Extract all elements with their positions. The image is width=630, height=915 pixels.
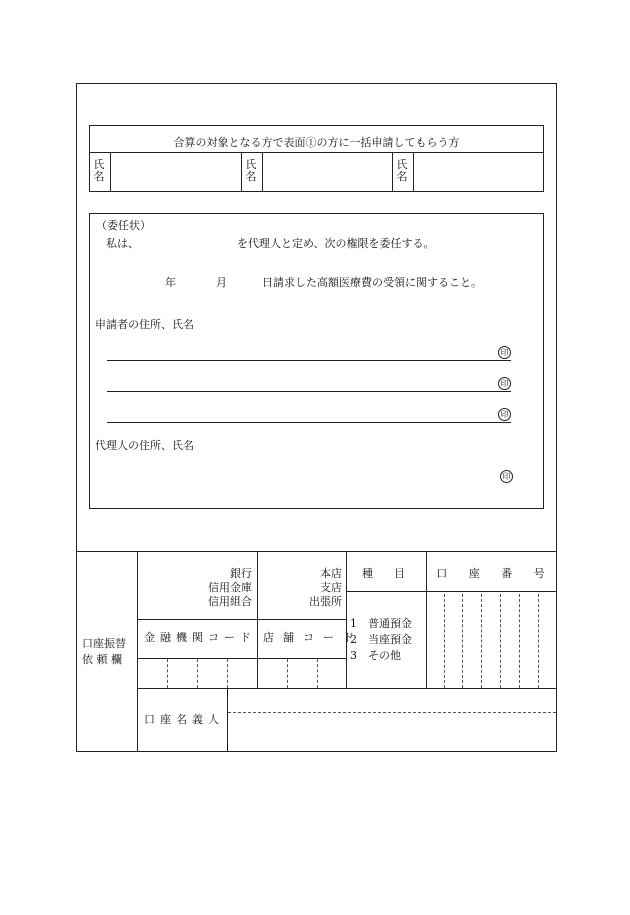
seal-icon: 印 [498,346,511,359]
proxy-line2-suffix: 日請求した高額医療費の受領に関すること。 [262,276,482,289]
branch-code-label: 店舗コード [263,631,363,644]
proxy-line1-prefix: 私は、 [106,237,139,250]
account-holder-label: 口座名義人 [144,713,224,726]
bank-type-credit-union: 信用組合 [208,595,252,608]
proxy-line1-suffix: を代理人と定め、次の権限を委任する。 [237,237,435,250]
bank-type-credit-bank: 信用金庫 [208,581,252,594]
bank-code-label: 金融機関コード [144,631,256,644]
bank-section-label-2: 依 頼 欄 [82,653,122,666]
applicant-line-2[interactable] [107,391,511,392]
account-kind-ordinary[interactable]: 1 普通預金 [350,617,412,630]
batch-table-title: 合算の対象となる方で表面①の方に一括申請してもらう方 [173,136,460,149]
seal-icon: 印 [500,470,513,483]
name-label-2: 氏名 [245,158,257,183]
bank-section-label-1: 口座振替 [82,637,126,650]
applicant-line-3[interactable] [107,422,511,423]
proxy-year-label: 年 [165,276,176,289]
seal-icon: 印 [498,377,511,390]
bank-code-field[interactable] [138,659,256,687]
name-label-3: 氏名 [396,158,408,183]
name-field-1[interactable] [111,153,240,191]
bank-name-field[interactable] [138,552,218,618]
applicant-line-1[interactable] [107,360,511,361]
power-of-attorney-box [89,213,544,509]
branch-type-main: 本店 [320,567,342,580]
name-label-1: 氏名 [93,158,105,183]
account-holder-name-field[interactable] [228,713,556,751]
account-kind-other[interactable]: 3 その他 [350,649,401,662]
seal-icon: 印 [498,408,511,421]
proxy-heading: （委任状） [96,219,151,232]
account-number-field[interactable] [427,592,556,687]
name-field-3[interactable] [414,153,543,191]
branch-type-branch: 支店 [320,581,342,594]
applicant-address-label: 申請者の住所、氏名 [95,318,194,331]
agent-name-field[interactable] [145,235,235,251]
account-number-header: 口 座 番 号 [436,567,554,580]
branch-name-field[interactable] [258,552,308,618]
branch-code-field[interactable] [258,659,345,687]
account-holder-kana-field[interactable] [228,689,556,711]
name-field-2[interactable] [263,153,391,191]
bank-type-bank: 銀行 [230,567,252,580]
agent-address-label: 代理人の住所、氏名 [95,439,194,452]
branch-type-office: 出張所 [309,595,342,608]
account-kind-header: 種 目 [362,567,410,580]
account-kind-checking[interactable]: 2 当座預金 [350,633,412,646]
proxy-month-label: 月 [216,276,227,289]
